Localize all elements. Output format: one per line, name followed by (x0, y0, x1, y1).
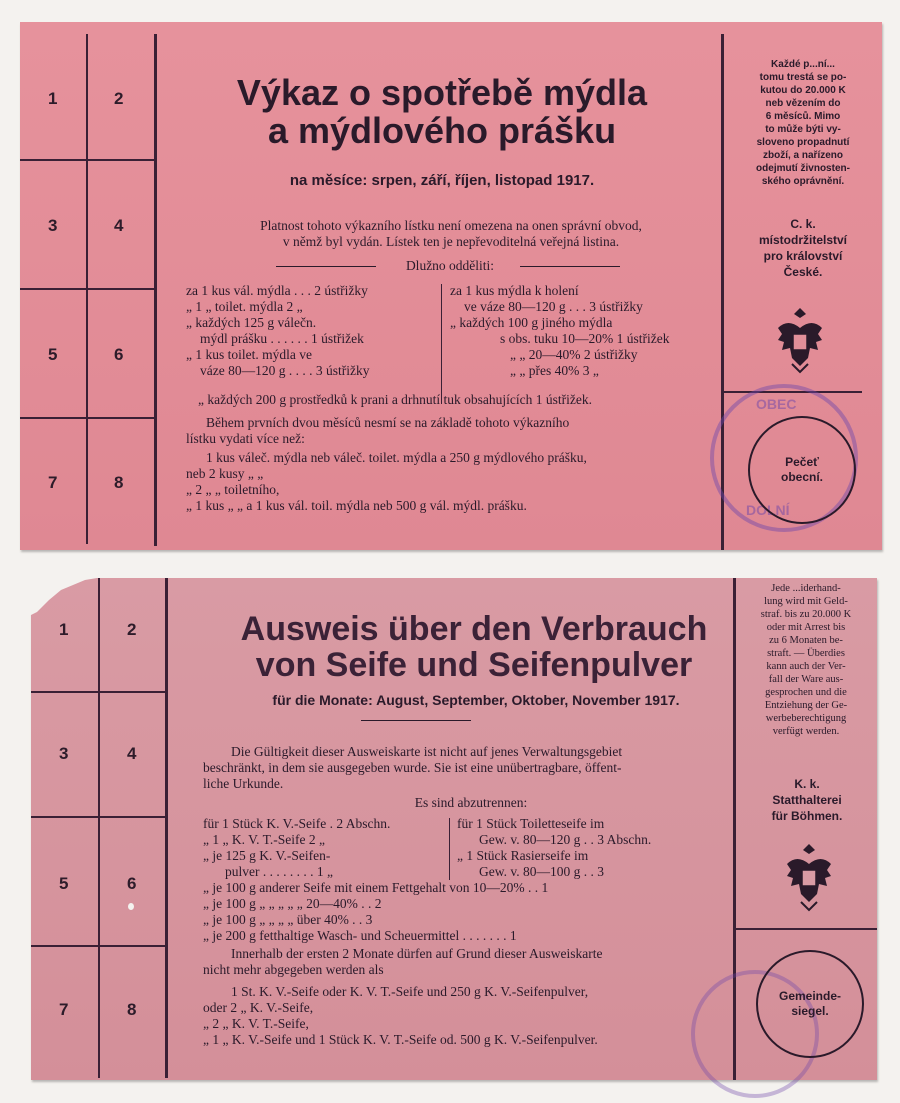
fat-content-rows (203, 880, 763, 944)
penalty-line: kann auch der Ver- (766, 661, 846, 672)
title-rule (361, 720, 471, 721)
limit-line: „ 2 „ „ toiletního, (186, 482, 280, 497)
left-column (186, 283, 441, 379)
rate-line: „ „ přes 40% 3 „ (510, 363, 599, 378)
rule-right (520, 266, 620, 267)
right-column (457, 816, 747, 880)
limit-line: 1 kus válеč. mýdla neb váleč. toilet. mýdla a 250 g mýdlového prášku, (206, 450, 587, 465)
rate-line: „ 1 Stück Rasierseife im (457, 848, 589, 863)
penalty-line: sloveno propadnutí (756, 137, 850, 148)
coupon-6[interactable]: 6 (114, 345, 124, 364)
penalty-line: gesprochen und die (765, 687, 847, 698)
rate-line: s obs. tuku 10—20% 1 ústřižek (500, 331, 670, 346)
penalty-line: fall der Ware aus- (768, 674, 844, 685)
coupon-row-line (31, 691, 167, 693)
punch-hole (128, 903, 134, 910)
first-months-text (186, 415, 726, 447)
validity-line: liche Urkunde. (203, 776, 284, 791)
panel-divider (733, 928, 877, 930)
double-eagle-emblem-icon (781, 840, 837, 914)
penalty-line: ského oprávnění. (761, 176, 845, 187)
double-eagle-emblem-icon (772, 304, 828, 374)
office-line: C. k. (790, 217, 816, 231)
coupon-divider (98, 578, 100, 1078)
rate-line: „ je 125 g K. V.-Seifen- (203, 848, 331, 863)
first-months-line: nicht mehr abgegeben werden als (203, 962, 384, 977)
office-line: České. (783, 265, 823, 279)
rate-line: „ je 100 g „ „ „ „ „ 20—40% . . 2 (203, 896, 382, 911)
coupon-7[interactable]: 7 (59, 1000, 69, 1019)
first-months-line: Innerhalb der ersten 2 Monate dürfen auf Grund dieser Ausweiskarte (231, 946, 603, 961)
left-column (203, 816, 458, 880)
penalty-line: Jede ...iderhand- (771, 583, 841, 594)
rate-line: pulver . . . . . . . . 1 „ (225, 864, 333, 879)
penalty-notice (739, 582, 873, 738)
coupon-1[interactable]: 1 (59, 620, 69, 639)
months-line: für die Monate: August, September, Oktober, November 1917. (272, 692, 680, 708)
coupon-2[interactable]: 2 (127, 620, 137, 639)
detach-heading: Es sind abzutrennen: (414, 795, 528, 810)
validity-line: v němž byl vydán. Lístek ten je nepřevoditelná veřejná listina. (282, 234, 620, 249)
penalty-line: tomu trestá se po- (759, 72, 847, 83)
coupon-5[interactable]: 5 (59, 874, 69, 893)
rate-line: „ 1 „ K. V. T.-Seife 2 „ (203, 832, 325, 847)
coupon-3[interactable]: 3 (59, 744, 69, 763)
rule-left (276, 266, 376, 267)
penalty-line: neb vězením do (765, 98, 841, 109)
coupon-row-line (31, 945, 167, 947)
detach-heading: Dlužno odděliti: (405, 258, 495, 273)
office-line: Statthalterei (772, 793, 842, 807)
validity-text (186, 218, 716, 250)
column-divider (449, 818, 450, 880)
seal-label-line: Gemeinde- (778, 989, 841, 1003)
penalty-line: lung wird mit Geld- (764, 596, 848, 607)
municipal-seal-area (748, 416, 856, 524)
limits-list (186, 450, 726, 514)
rate-line: „ 1 kus toilet. mýdla ve (186, 347, 312, 362)
rate-line: für 1 Stück K. V.-Seife . 2 Abschn. (203, 816, 391, 831)
coupon-row-line (20, 288, 156, 290)
limits-list (203, 984, 773, 1048)
full-rate-line: „ každých 200 g prostředků k prani a drhnutí tuk obsahujících 1 ústřižek. (198, 392, 593, 407)
coupon-border (154, 34, 157, 546)
validity-text (203, 744, 763, 792)
penalty-line: straft. — Überdies (767, 648, 845, 659)
rate-line: „ je 200 g fetthaltige Wasch- und Scheuermittel . . . . . . . 1 (203, 928, 517, 943)
right-column (450, 283, 720, 379)
rate-line: ve váze 80—120 g . . . 3 ústřižky (464, 299, 643, 314)
seal-label-line: Pečeť (785, 455, 819, 469)
rate-line: za 1 kus vál. mýdla . . . 2 ústřižky (186, 283, 368, 298)
issuing-office (737, 776, 877, 824)
office-line: pro království (763, 249, 843, 263)
issuing-office (728, 216, 878, 280)
rate-line: za 1 kus mýdla k holení (450, 283, 579, 298)
limit-line: „ 1 kus „ „ a 1 kus vál. toil. mýdla neb 500 g vál. mýdl. prášku. (186, 498, 527, 513)
coupon-2[interactable]: 2 (114, 89, 124, 108)
coupon-8[interactable]: 8 (114, 473, 124, 492)
first-months-text (203, 946, 773, 978)
first-months-line: Během prvních dvou měsíců nesmí se na základě tohoto výkazního (206, 415, 570, 430)
limit-line: 1 St. K. V.-Seife oder K. V. T.-Seife und 250 g K. V.-Seifenpulver, (231, 984, 589, 999)
limit-line: neb 2 kusy „ „ (186, 466, 264, 481)
title-line-2: von Seife und Seifenpulver (255, 645, 693, 684)
penalty-line: to může býti vy- (765, 124, 841, 135)
rate-line: „ je 100 g anderer Seife mit einem Fettgehalt von 10—20% . . 1 (203, 880, 549, 895)
czech-ration-card (20, 22, 882, 550)
rate-line: „ 1 „ toilet. mýdla 2 „ (186, 299, 303, 314)
rate-line: Gew. v. 80—100 g . . 3 (479, 864, 604, 879)
coupon-4[interactable]: 4 (127, 744, 137, 763)
months-line: na měsíce: srpen, září, říjen, listopad 1917. (289, 172, 595, 189)
card-title (171, 612, 777, 683)
title-line-2: a mýdlového prášku (267, 109, 617, 151)
coupon-5[interactable]: 5 (48, 345, 58, 364)
german-ration-card (31, 578, 877, 1080)
penalty-line: 6 měsíců. Mimo (765, 111, 841, 122)
penalty-line: odejmutí živnosten- (756, 163, 850, 174)
office-line: für Böhmen. (771, 809, 843, 823)
penalty-line: verfügt werden. (772, 726, 840, 737)
rate-line: „ každých 125 g válečn. (186, 315, 317, 330)
penalty-line: werbeberechtigung (765, 713, 847, 724)
rate-line: „ každých 100 g jiného mýdla (450, 315, 613, 330)
limit-line: „ 2 „ K. V. T.-Seife, (203, 1016, 309, 1031)
rate-line: „ „ 20—40% 2 ústřižky (510, 347, 638, 362)
rate-line: „ je 100 g „ „ „ „ über 40% . . 3 (203, 912, 373, 927)
limit-line: „ 1 „ K. V.-Seife und 1 Stück K. V. T.-Seife od. 500 g K. V.-Seifenpulver. (203, 1032, 598, 1047)
penalty-line: zu 6 Monaten be- (769, 635, 843, 646)
first-months-line: lístku vydati více než: (186, 431, 305, 446)
validity-line: Platnost tohoto výkazního lístku není omezena na onen správní obvod, (260, 218, 642, 233)
penalty-line: straf. bis zu 20.000 K (760, 609, 852, 620)
title-line-1: Výkaz o spotřebě mýdla (236, 72, 648, 113)
seal-label-line: siegel. (791, 1004, 829, 1018)
title-line-1: Ausweis über den Verbrauch (240, 610, 708, 648)
penalty-line: oder mit Arrest bis (766, 622, 846, 633)
coupon-7[interactable]: 7 (48, 473, 58, 492)
rate-line: Gew. v. 80—120 g . . 3 Abschn. (479, 832, 652, 847)
coupon-1[interactable]: 1 (48, 89, 58, 108)
municipal-seal-area (756, 950, 864, 1058)
coupon-row-line (20, 159, 156, 161)
coupon-border (165, 578, 168, 1078)
penalty-line: Entziehung der Ge- (764, 700, 848, 711)
office-line: K. k. (794, 777, 820, 791)
penalty-notice (728, 58, 878, 188)
rate-line: váze 80—120 g . . . . 3 ústřižky (200, 363, 370, 378)
coupon-3[interactable]: 3 (48, 216, 58, 235)
penalty-line: zboží, a nařízeno (762, 150, 843, 161)
validity-line: Die Gültigkeit dieser Ausweiskarte ist nicht auf jenes Verwaltungsgebiet (231, 744, 623, 759)
office-line: místodržitelství (758, 233, 848, 247)
coupon-4[interactable]: 4 (114, 216, 124, 235)
coupon-row-line (20, 417, 156, 419)
stamp-text-bottom: DOLNÍ (746, 502, 790, 518)
card-title (160, 74, 724, 150)
validity-line: beschränkt, in dem sie ausgegeben wurde. Sie ist eine unübertragbare, öffent- (203, 760, 622, 775)
stamp-text-top: OBEC (756, 396, 797, 412)
rate-line: mýdl prášku . . . . . . 1 ústřižek (200, 331, 364, 346)
penalty-line: kutou do 20.000 K (760, 85, 846, 96)
coupon-6[interactable]: 6 (127, 874, 137, 893)
coupon-8[interactable]: 8 (127, 1000, 137, 1019)
column-divider (441, 284, 442, 404)
penalty-line: Každé p...ní... (771, 59, 835, 70)
rate-line: für 1 Stück Toiletteseife im (457, 816, 605, 831)
limit-line: oder 2 „ K. V.-Seife, (203, 1000, 314, 1015)
seal-label-line: obecní. (780, 470, 823, 484)
coupon-row-line (31, 816, 167, 818)
